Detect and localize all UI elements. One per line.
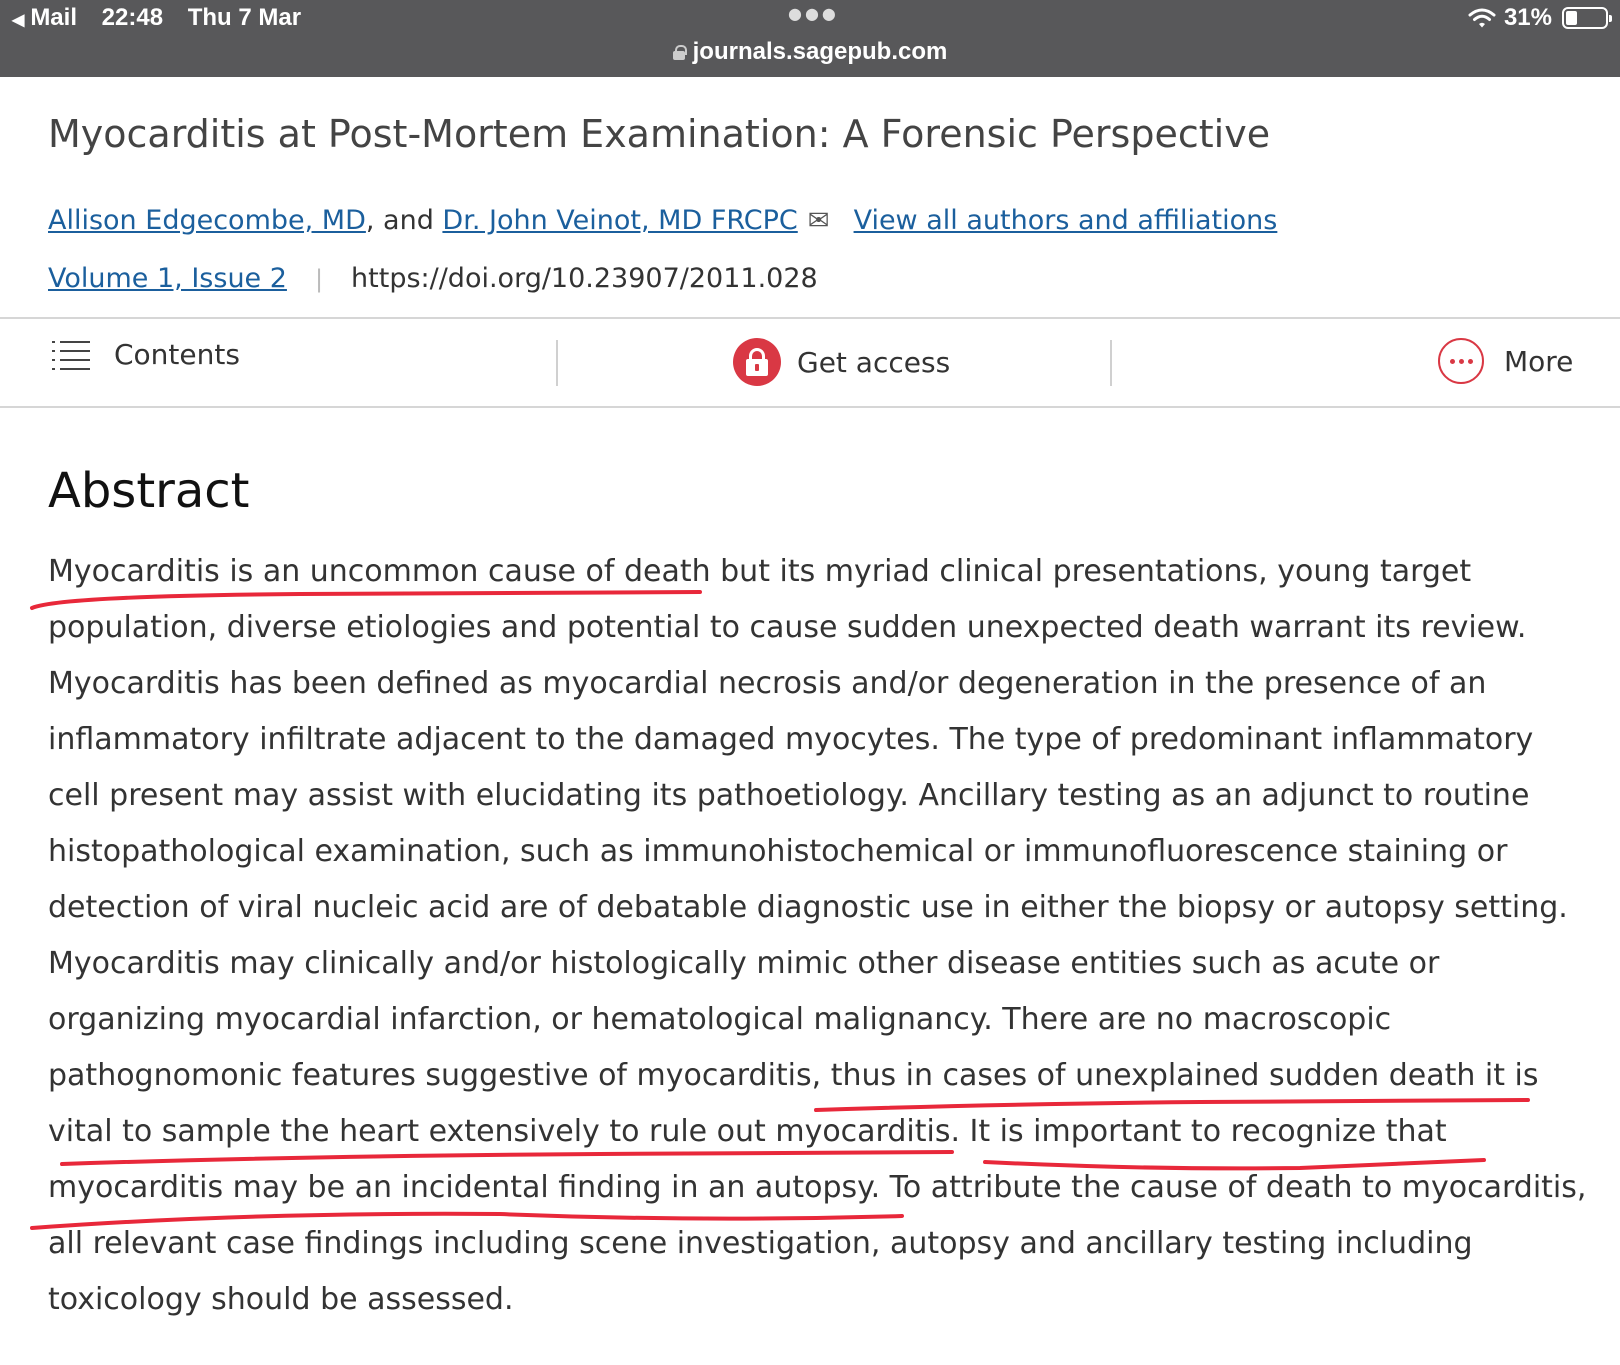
multitask-dots-icon[interactable]: ●●● [788, 4, 839, 23]
status-left [12, 4, 319, 32]
more-dots-icon [1438, 338, 1484, 384]
status-bar [0, 0, 1620, 77]
doi-text[interactable]: https://doi.org/10.23907/2011.028 [351, 263, 818, 294]
mail-icon[interactable]: ✉ [807, 206, 830, 236]
toolbar-separator [556, 340, 558, 386]
abstract-text: Myocarditis is an uncommon cause of death but its myriad clinical presentations, young target population, diverse etiologies and potential to cause sudden unexpected death warrant its review. Myocarditis has been defined as myocardial necrosis and/or degeneration in the presence of an inflammatory infiltrate adjacent to the damaged myocytes. The type of predominant inflammatory cell present may assist with elucidating its pathoetiology. Ancillary testing as an adjunct to routine histopathological examination, such as immunohistochemical or immunofluorescence staining or detection of viral nucleic acid are of debatable diagnostic use in either the biopsy or autopsy setting. Myocarditis may clinically and/or histologically mimic other disease entities such as acute or organizing myocardial infarction, or hematological malignancy. There are no macroscopic pathognomonic features suggestive of myocarditis, thus in cases of unexplained sudden death it is vital to sample the heart extensively to rule out myocarditis. It is important to recognize that myocarditis may be an incidental finding in an autopsy. To attribute the cause of death to myocarditis, all relevant case findings including scene investigation, autopsy and ancillary testing including toxicology should be assessed. [48, 554, 1587, 1317]
author-link-veinot[interactable]: Dr. John Veinot, MD FRCPC [442, 205, 798, 236]
wifi-icon [1468, 7, 1496, 29]
battery-icon [1562, 7, 1608, 29]
lock-icon [673, 45, 685, 60]
contents-button[interactable] [52, 338, 240, 371]
more-button[interactable] [1438, 338, 1573, 384]
back-to-mail[interactable]: Mail [30, 4, 77, 31]
status-date: Thu 7 Mar [187, 4, 302, 31]
contents-list-icon [52, 339, 92, 371]
meta-separator: | [314, 265, 324, 293]
author-link-edgecombe[interactable]: Allison Edgecombe, MD [48, 205, 366, 236]
status-time: 22:48 [101, 4, 164, 31]
author-joiner: , and [365, 205, 443, 236]
get-access-button[interactable] [733, 338, 950, 386]
toolbar-separator [1110, 340, 1112, 386]
abstract-heading: Abstract [48, 463, 250, 519]
more-label: More [1504, 344, 1574, 378]
issue-link[interactable]: Volume 1, Issue 2 [48, 263, 287, 294]
url-bar[interactable] [0, 38, 1620, 66]
back-arrow-icon[interactable]: ◀ [12, 12, 25, 29]
issue-line [48, 263, 818, 294]
article-title: Myocarditis at Post-Mortem Examination: A Forensic Perspective [48, 112, 1271, 156]
author-line [48, 205, 1277, 236]
url-text: journals.sagepub.com [692, 38, 948, 65]
contents-label: Contents [114, 338, 240, 371]
divider-top [0, 317, 1620, 319]
divider-toolbar [0, 406, 1620, 408]
view-all-authors-link[interactable]: View all authors and affiliations [853, 205, 1278, 236]
status-right [1468, 4, 1608, 32]
battery-percent: 31% [1503, 4, 1552, 31]
lock-icon [733, 338, 781, 386]
get-access-label: Get access [797, 345, 951, 379]
